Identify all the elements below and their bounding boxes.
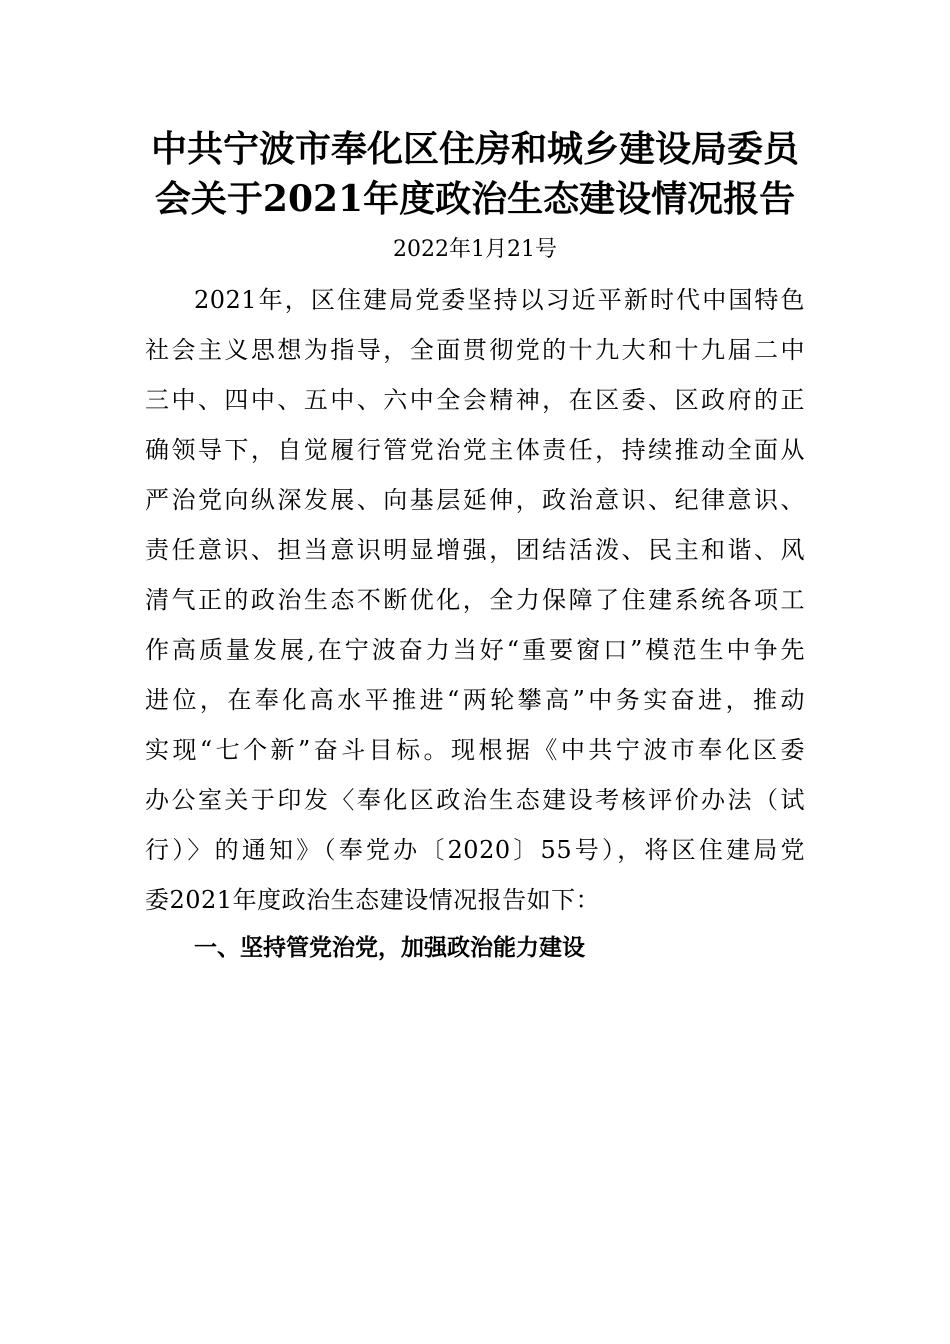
document-date: 2022年1月21号 [393,237,557,262]
paragraph-line: 办公室关于印发〈奉化区政治生态建设考核评价办法（试 [145,786,805,814]
paragraph-line: 进位，在奉化高水平推进“两轮攀高”中务实奋进，推动 [145,686,805,714]
paragraph-line: 清气正的政治生态不断优化，全力保障了住建系统各项工 [145,586,805,614]
section-heading: 一、坚持管党治党，加强政治能力建设 [194,935,585,961]
paragraph-line: 社会主义思想为指导，全面贯彻党的十九大和十九届二中 [145,336,805,364]
paragraph-line: 严治党向纵深发展、向基层延伸，政治意识、纪律意识、 [145,486,805,514]
paragraph-line: 责任意识、担当意识明显增强，团结活泼、民主和谐、风 [145,536,805,564]
document-title-line-2: 会关于2021年度政治生态建设情况报告 [154,178,796,220]
paragraph-line: 2021年，区住建局党委坚持以习近平新时代中国特色 [194,286,805,314]
paragraph-line: 作高质量发展,在宁波奋力当好“重要窗口”模范生中争先 [145,636,805,664]
paragraph-line: 三中、四中、五中、六中全会精神，在区委、区政府的正 [145,386,805,414]
paragraph-line: 委2021年度政治生态建设情况报告如下： [145,886,601,914]
paragraph-line: 实现“七个新”奋斗目标。现根据《中共宁波市奉化区委 [145,736,805,764]
document-title-line-1: 中共宁波市奉化区住房和城乡建设局委员 [150,128,799,170]
paragraph-line: 行）〉的通知》（奉党办〔2020〕55号），将区住建局党 [145,836,805,864]
paragraph-line: 确领导下，自觉履行管党治党主体责任，持续推动全面从 [145,436,805,464]
